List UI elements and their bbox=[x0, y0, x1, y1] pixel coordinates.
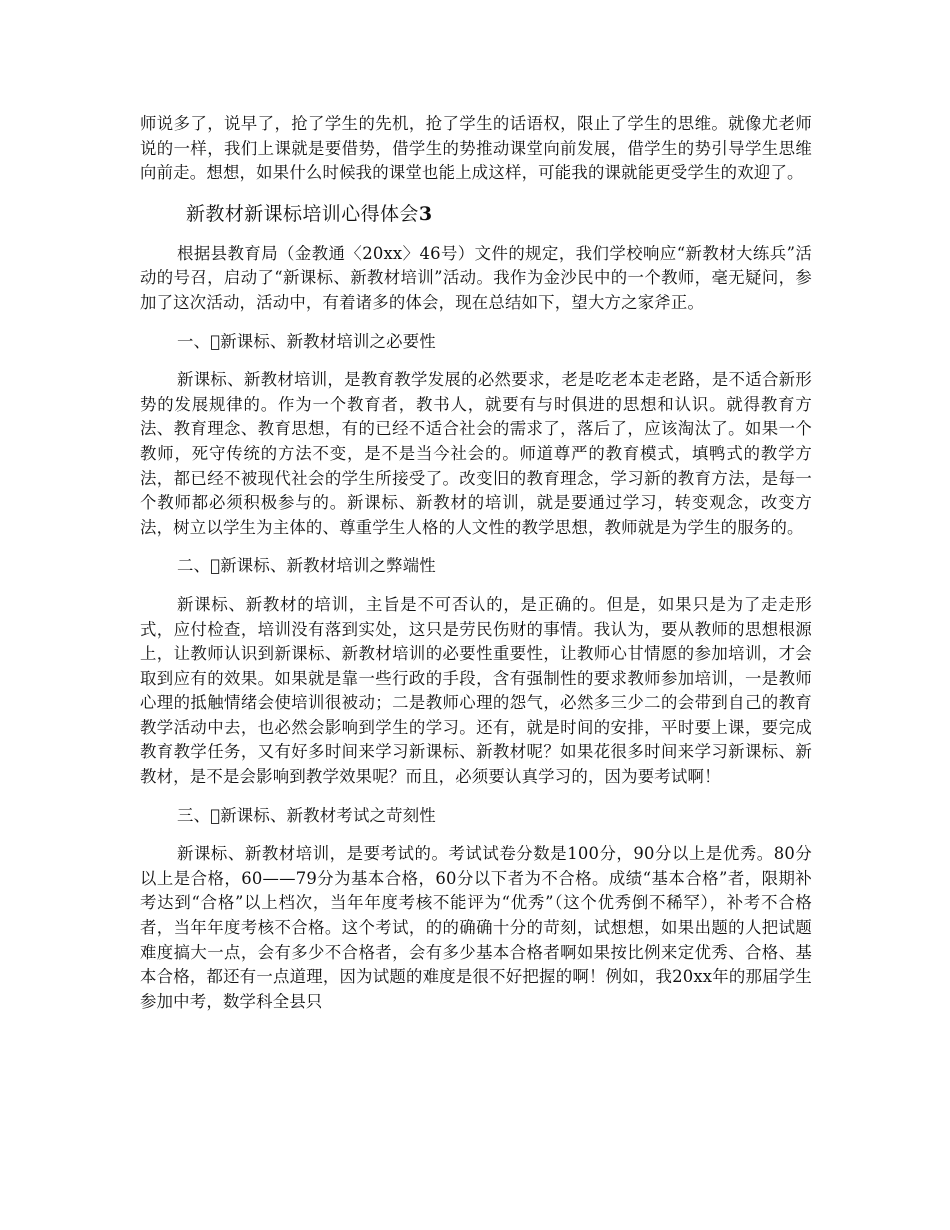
document-title bbox=[140, 200, 812, 228]
title-text: 新教材新课标培训心得体会 bbox=[186, 202, 419, 225]
title-number: 3 bbox=[418, 202, 433, 225]
section-heading-3: 三、 新课标、新教材考试之苛刻性 bbox=[177, 805, 436, 825]
section-heading-2: 二、 新课标、新教材培训之弊端性 bbox=[177, 556, 436, 576]
paragraph-section-2: 新课标、新教材的培训，主旨是不可否认的，是正确的。但是，如果只是为了走走形式，应付检查，培训没有落到实处，这只是劳民伤财的事情。我认为，要从教师的思想根源上，让教师认识到新课标、新教材培训的必要性重要性，让教师心甘情愿的参加培训，才会取到应有的效果。如果就是靠一些行政的手段，含有强制性的要求教师参加培训，一是教师心理的抵触情绪会使培训很被动；二是教师心理的怨气，必然多三少二的会带到自己的教育教学活动中去，也必然会影响到学生的学习。还有，就是时间的安排，平时要上课，要完成教育教学任务，又有好多时间来学习新课标、新教材呢？如果花很多时间来学习新课标、新教材，是不是会影响到教学效果呢？而且，必须要认真学习的，因为要考试啊！ bbox=[140, 594, 812, 787]
paragraph-opening: 根据县教育局（金教通〈20xx〉46号）文件的规定，我们学校响应“新教材大练兵”活动的号召，启动了“新课标、新教材培训”活动。我作为金沙民中的一个教师，毫无疑问，参加了这次活动，活动中，有着诸多的体会，现在总结如下，望大方之家斧正。 bbox=[140, 243, 812, 312]
paragraph-intro-tail: 师说多了，说早了，抢了学生的先机，抢了学生的话语权，限止了学生的思维。就像尤老师说的一样，我们上课就是要借势，借学生的势推动课堂向前发展，借学生的势引导学生思维向前走。想想，如果什么时候我的课堂也能上成这样，可能我的课就能更受学生的欢迎了。 bbox=[140, 114, 812, 183]
paragraph-section-1: 新课标、新教材培训，是教育教学发展的必然要求，老是吃老本走老路，是不适合新形势的发展规律的。作为一个教育者，教书人，就要有与时俱进的思想和认识。就得教育方法、教育理念、教育思想，有的已经不适合社会的需求了，落后了，应该淘汰了。如果一个教师，死守传统的方法不变，是不是当今社会的。师道尊严的教育模式，填鸭式的教学方法，都已经不被现代社会的学生所接受了。改变旧的教育理念，学习新的教育方法，是每一个教师都必须积极参与的。新课标、新教材的培训，就是要通过学习，转变观念，改变方法，树立以学生为主体的、尊重学生人格的人文性的教学思想，教师就是为学生的服务的。 bbox=[140, 370, 812, 537]
paragraph-section-3: 新课标、新教材培训，是要考试的。考试试卷分数是100分，90分以上是优秀。80分以上是合格，60——79分为基本合格，60分以下者为不合格。成绩“基本合格”者，限期补考达到“合格”以上档次，当年年度考核不能评为“优秀”（这个优秀倒不稀罕），补考不合格者，当年年度考核不合格。这个考试，的的确确十分的苛刻，试想想，如果出题的人把试题难度搞大一点，会有多少不合格者，会有多少基本合格者啊如果按比例来定优秀、合格、基本合格，都还有一点道理，因为试题的难度是很不好把握的啊！例如，我20xx年的那届学生参加中考，数学科全县只 bbox=[140, 844, 812, 1011]
section-heading-1: 一、 新课标、新教材培训之必要性 bbox=[177, 331, 436, 351]
document-page bbox=[140, 112, 812, 1014]
